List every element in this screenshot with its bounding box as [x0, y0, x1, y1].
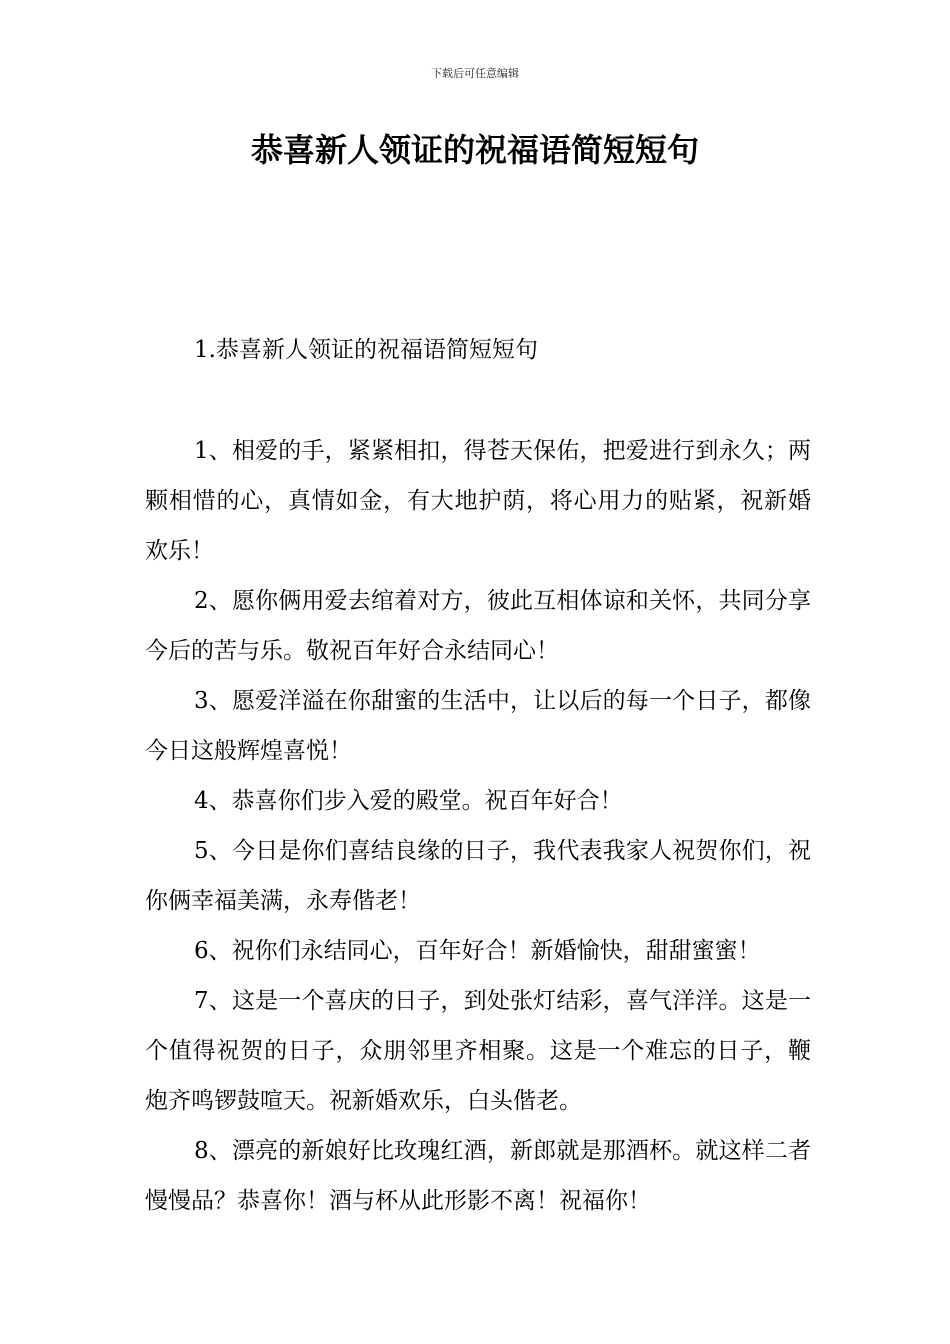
- document-body: [145, 426, 811, 1226]
- blessing-paragraph-4: 4、恭喜你们步入爱的殿堂。祝百年好合！: [194, 788, 623, 814]
- blessing-paragraph-2: 2、愿你俩用爱去绾着对方，彼此互相体谅和关怀，共同分享今后的苦与乐。敬祝百年好合永结同心！: [145, 588, 811, 664]
- blessing-paragraph-1: 1、相爱的手，紧紧相扣，得苍天保佑，把爱进行到永久；两颗相惜的心，真情如金，有大地护荫，将心用力的贴紧，祝新婚欢乐！: [145, 438, 811, 564]
- blessing-paragraph-5: 5、今日是你们喜结良缘的日子，我代表我家人祝贺你们，祝你俩幸福美满，永寿偕老！: [145, 838, 811, 914]
- document-title: 恭喜新人领证的祝福语简短短句: [250, 131, 699, 169]
- blessing-paragraph-7: 7、这是一个喜庆的日子，到处张灯结彩，喜气洋洋。这是一个值得祝贺的日子，众朋邻里齐相聚。这是一个难忘的日子，鞭炮齐鸣锣鼓喧天。祝新婚欢乐，白头偕老。: [145, 988, 811, 1114]
- header-note: 下载后可任意编辑: [431, 67, 519, 80]
- blessing-paragraph-3: 3、愿爱洋溢在你甜蜜的生活中，让以后的每一个日子，都像今日这般辉煌喜悦！: [145, 688, 811, 764]
- blessing-paragraph-8: 8、漂亮的新娘好比玫瑰红酒，新郎就是那酒杯。就这样二者慢慢品？恭喜你！酒与杯从此形影不离！祝福你！: [145, 1138, 811, 1214]
- blessing-paragraph-6: 6、祝你们永结同心，百年好合！新婚愉快，甜甜蜜蜜！: [194, 938, 761, 964]
- section-heading: 1.恭喜新人领证的祝福语简短短句: [194, 337, 538, 363]
